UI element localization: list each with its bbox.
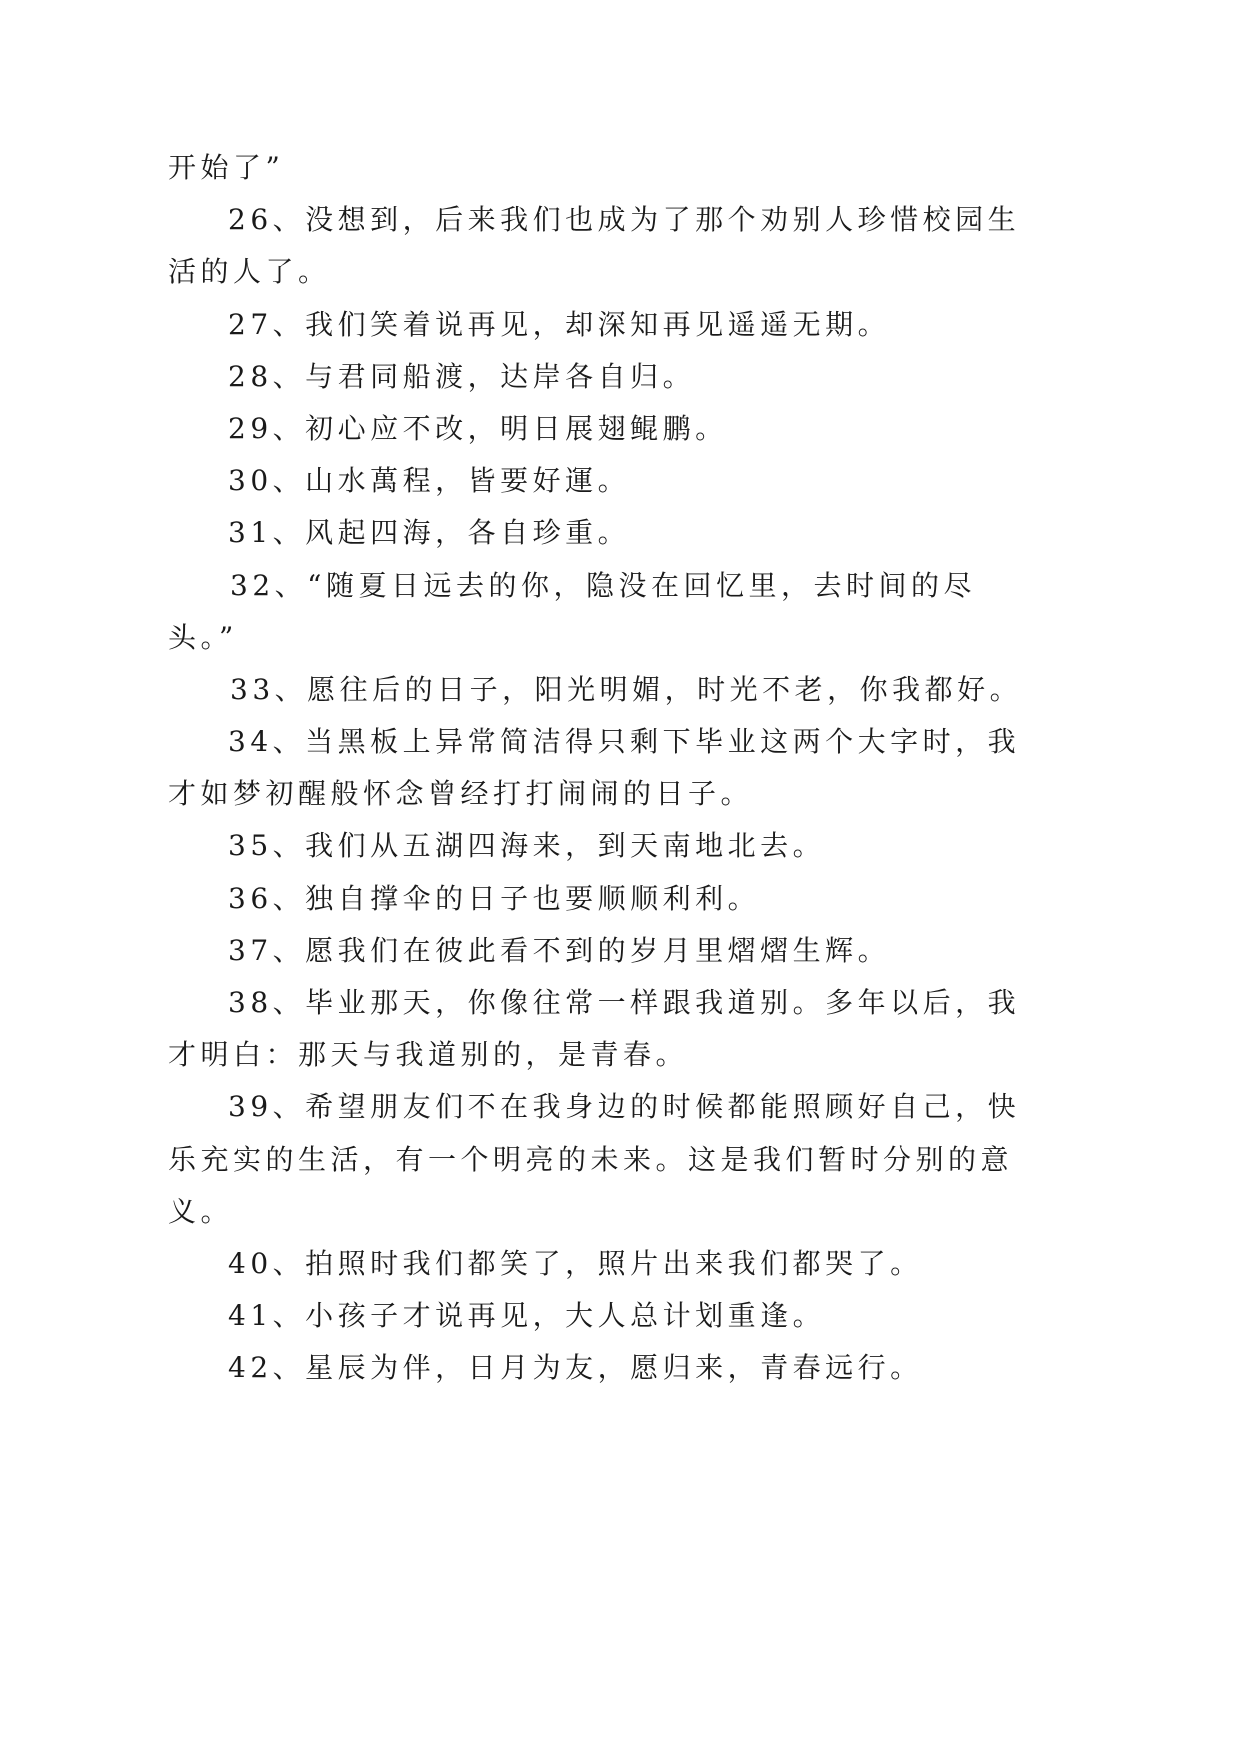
text-line: 40、拍照时我们都笑了，照片出来我们都哭了。 xyxy=(228,1247,923,1280)
text-line: 33、愿往后的日子，阳光明媚，时光不老，你我都好。 xyxy=(230,673,1023,706)
text-line: 乐充实的生活，有一个明亮的未来。这是我们暂时分别的意 xyxy=(168,1143,1014,1176)
text-line: 39、希望朋友们不在我身边的时候都能照顾好自己，快 xyxy=(228,1090,1021,1123)
text-line: 29、初心应不改，明日展翅鲲鹏。 xyxy=(228,412,728,445)
text-line: 26、没想到，后来我们也成为了那个劝别人珍惜校园生 xyxy=(228,203,1021,236)
text-line: 义。 xyxy=(168,1195,234,1228)
text-line: 28、与君同船渡，达岸各自归。 xyxy=(228,360,696,393)
text-line: 开始了” xyxy=(168,151,285,184)
text-line: 34、当黑板上异常简洁得只剩下毕业这两个大字时，我 xyxy=(228,725,1021,758)
text-line: 27、我们笑着说再见，却深知再见遥遥无期。 xyxy=(228,308,891,341)
text-line: 32、“随夏日远去的你，隐没在回忆里，去时间的尽 xyxy=(230,569,976,602)
text-line: 30、山水萬程，皆要好運。 xyxy=(228,464,631,497)
text-line: 37、愿我们在彼此看不到的岁月里熠熠生辉。 xyxy=(228,934,891,967)
text-line: 头。” xyxy=(168,621,238,654)
text-line: 31、风起四海，各自珍重。 xyxy=(228,516,631,549)
text-line: 才如梦初醒般怀念曾经打打闹闹的日子。 xyxy=(168,777,754,810)
text-line: 35、我们从五湖四海来，到天南地北去。 xyxy=(228,829,826,862)
text-line: 36、独自撑伞的日子也要顺顺利利。 xyxy=(228,882,761,915)
text-line: 活的人了。 xyxy=(168,255,331,288)
text-line: 41、小孩子才说再见，大人总计划重逢。 xyxy=(228,1299,826,1332)
text-line: 38、毕业那天，你像往常一样跟我道别。多年以后，我 xyxy=(228,986,1021,1019)
text-line: 42、星辰为伴，日月为友，愿归来，青春远行。 xyxy=(228,1351,923,1384)
text-line: 才明白：那天与我道别的，是青春。 xyxy=(168,1038,689,1071)
